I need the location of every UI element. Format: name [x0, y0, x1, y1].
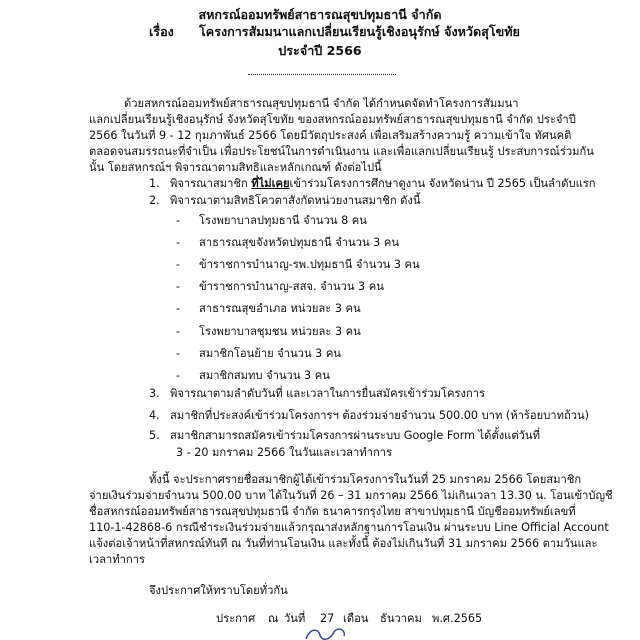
signature-mark [300, 626, 360, 640]
criteria-2: พิจารณาตามสิทธิโควตาสังกัดหน่วยงานสมาชิก ดังนี้ [170, 194, 421, 207]
signoff-day-label: วันที่ [284, 612, 306, 625]
criteria-1 [170, 177, 596, 191]
announce-line-4: 110-1-42868-6 กรณีชำระเงินร่วมจ่ายแล้วกรุณาส่งหลักฐานการโอนเงิน ผ่านระบบ Line Official Account [89, 521, 609, 534]
quota-item: สาธารณสุขจังหวัดปทุมธานี จำนวน 3 คน [199, 236, 399, 249]
fiscal-year-heading: ประจำปี 2566 [278, 43, 362, 58]
quota-dash: - [176, 347, 181, 360]
quota-item: ข้าราชการบำนาญ-รพ.ปทุมธานี จำนวน 3 คน [199, 258, 420, 271]
quota-item: สมาชิกสมทบ จำนวน 3 คน [199, 369, 330, 382]
criteria-5-date: 3 - 20 มกราคม 2566 ในวันและเวลาทำการ [176, 446, 393, 459]
announce-line-2: จ่ายเงินร่วมจ่ายจำนวน 500.00 บาท ได้ในวันที่ 26 – 31 มกราคม 2566 ไม่เกินเวลา 13.30 น. โอนเข้าบัญชี [89, 489, 613, 502]
criteria-2-number: 2. [149, 194, 160, 207]
quota-dash: - [176, 280, 181, 293]
announce-line-6: เวลาทำการ [89, 553, 145, 566]
criteria-1-number: 1. [149, 177, 160, 190]
intro-line-3: 2566 ในวันที่ 9 - 12 กุมภาพันธ์ 2566 โดยมีวัตถุประสงค์ เพื่อเสริมสร้างความรู้ ความเข้าใจ ทัศนคติ [89, 129, 572, 142]
announce-line-5: แจ้งต่อเจ้าหน้าที่สหกรณ์ทันที ณ วันที่ท่านโอนเงิน และทั้งนี้ ต้องไม่เกินวันที่ 31 มกราคม 2566 ตามวันและ [89, 537, 598, 550]
criteria-5-number: 5. [149, 429, 160, 442]
criteria-3: พิจารณาตามลำดับวันที่ และเวลาในการยื่นสมัครเข้าร่วมโครงการ [170, 387, 486, 400]
quota-item: ข้าราชการบำนาญ-สสจ. จำนวน 3 คน [199, 280, 384, 293]
signoff-month: ธันวาคม [380, 612, 422, 625]
subject-label: เรื่อง [149, 24, 174, 39]
criteria-5: สมาชิกสามารถสมัครเข้าร่วมโครงการผ่านระบบ Google Form ได้ตั้งแต่วันที่ [170, 429, 540, 442]
quota-item: โรงพยาบาลชุมชน หน่วยละ 3 คน [199, 325, 361, 338]
quota-dash: - [176, 369, 181, 382]
cooperative-name-heading: สหกรณ์ออมทรัพย์สาธารณสุขปทุมธานี จำกัด [198, 7, 442, 22]
signoff-day: 27 [320, 612, 335, 625]
signoff-prefix: ประกาศ [216, 612, 256, 625]
heading-divider [248, 74, 396, 75]
signoff-at: ณ [268, 612, 279, 625]
subject-title: โครงการสัมมนาแลกเปลี่ยนเรียนรู้เชิงอนุรักษ์ จังหวัดสุโขทัย [199, 24, 520, 39]
criteria-3-number: 3. [149, 387, 160, 400]
criteria-1-post: เข้าร่วมโครงการศึกษาดูงาน จังหวัดน่าน ปี 2565 เป็นลำดับแรก [289, 177, 596, 190]
quota-dash: - [176, 214, 181, 227]
announce-line-3: ชื่อสหกรณ์ออมทรัพย์สาธารณสุขปทุมธานี จำกัด ธนาคารกรุงไทย สาขาปทุมธานี บัญชีออมทรัพย์เลขที่ [89, 505, 576, 518]
signoff-month-label: เดือน [343, 612, 369, 625]
intro-line-5: นั้น โดยสหกรณ์ฯ พิจารณาตามสิทธิและหลักเกณฑ์ ดังต่อไปนี้ [89, 161, 382, 174]
announce-line-1: ทั้งนี้ จะประกาศรายชื่อสมาชิกผู้ได้เข้าร่วมโครงการในวันที่ 25 มกราคม 2566 โดยสมาชิก [149, 473, 582, 486]
quota-dash: - [176, 236, 181, 249]
quota-item: สาธารณสุขอำเภอ หน่วยละ 3 คน [199, 302, 361, 315]
quota-item: สมาชิกโอนย้าย จำนวน 3 คน [199, 347, 341, 360]
criteria-4: สมาชิกที่ประสงค์เข้าร่วมโครงการฯ ต้องร่วมจ่ายจำนวน 500.00 บาท (ห้าร้อยบาทถ้วน) [170, 409, 590, 422]
criteria-1-pre: พิจารณาสมาชิก [170, 177, 248, 190]
intro-line-2: แลกเปลี่ยนเรียนรู้เชิงอนุรักษ์ จังหวัดสุโขทัย ของสหกรณ์ออมทรัพย์สาธารณสุขปทุมธานี จำกัด ประจำปี [89, 113, 576, 126]
criteria-1-emphasis: ที่ไม่เคย [251, 177, 290, 190]
quota-dash: - [176, 302, 181, 315]
closing-statement: จึงประกาศให้ทราบโดยทั่วกัน [149, 584, 288, 597]
criteria-4-number: 4. [149, 409, 160, 422]
intro-line-4: ตลอดจนสมรรถนะที่จำเป็น เพื่อประโยชน์ในการดำเนินงาน และเพื่อแลกเปลี่ยนเรียนรู้ ประสบการณ์ร่วมกัน [89, 145, 594, 158]
quota-item: โรงพยาบาลปทุมธานี จำนวน 8 คน [199, 214, 367, 227]
signoff-year: พ.ศ.2565 [432, 612, 483, 625]
intro-line-1: ด้วยสหกรณ์ออมทรัพย์สาธารณสุขปทุมธานี จำกัด ได้กำหนดจัดทำโครงการสัมมนา [124, 97, 519, 110]
quota-dash: - [176, 325, 181, 338]
quota-dash: - [176, 258, 181, 271]
